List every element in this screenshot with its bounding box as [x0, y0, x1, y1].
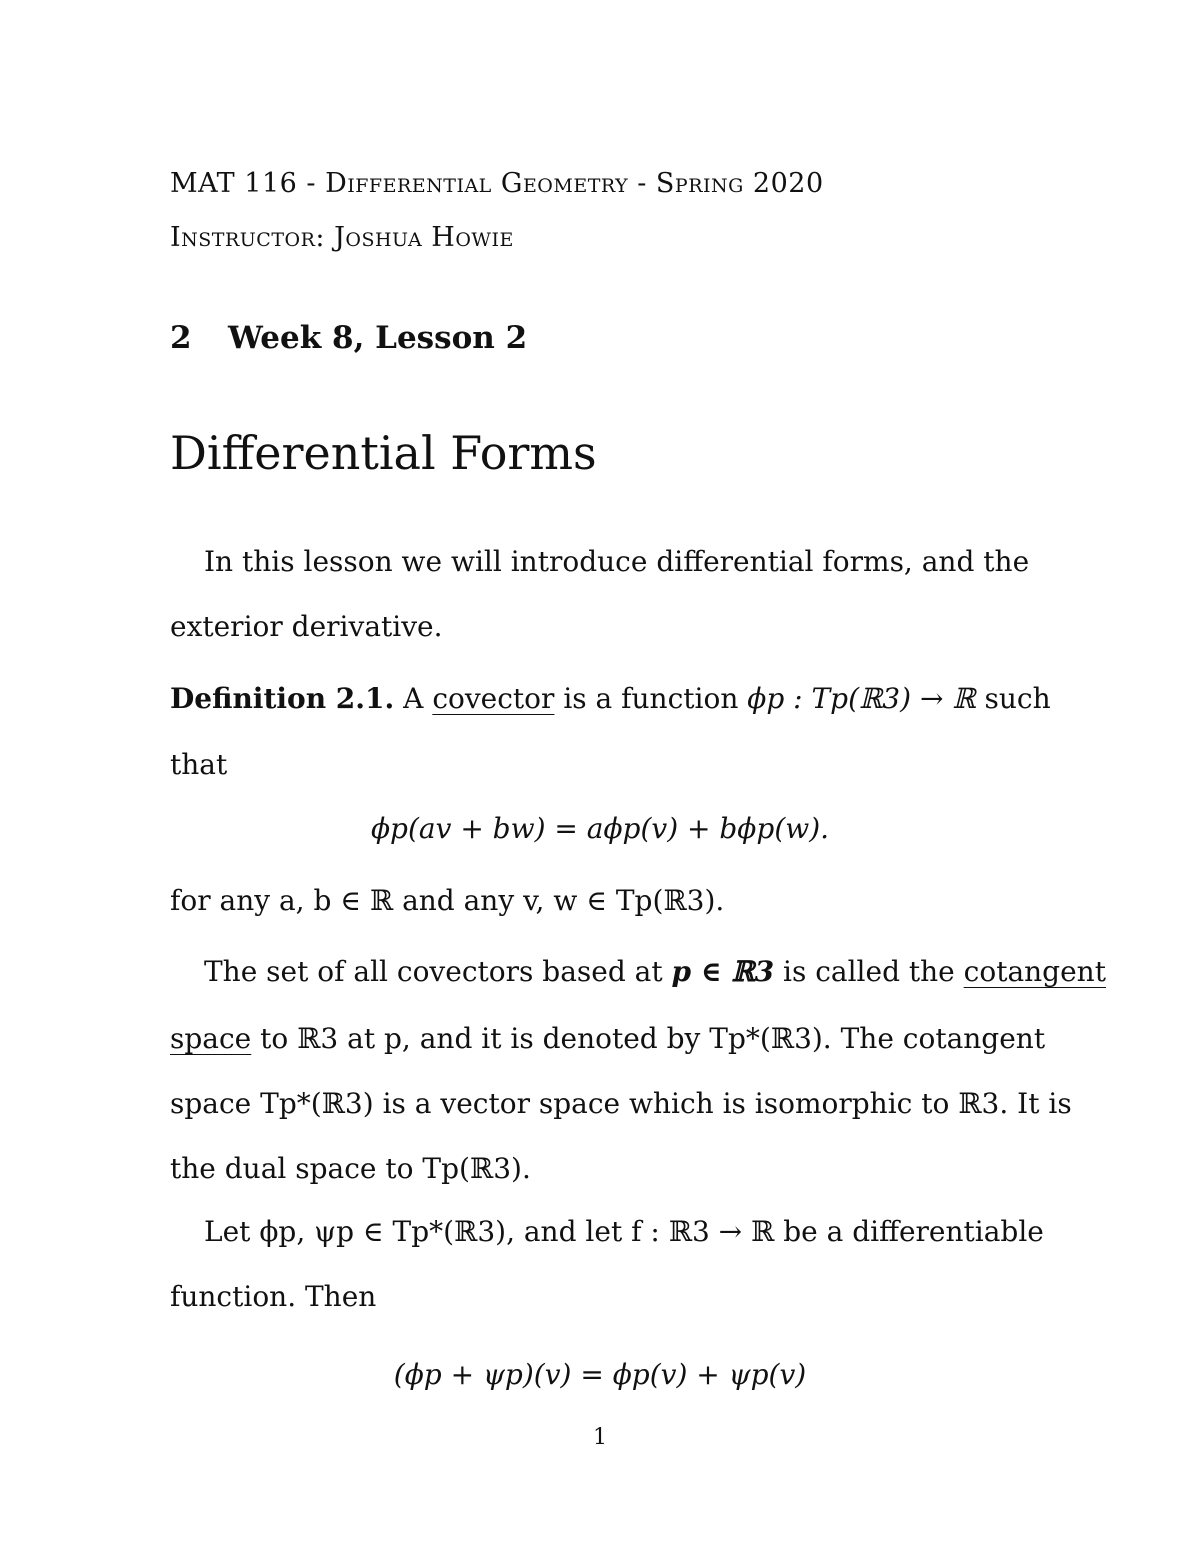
cotangent-line-4: the dual space to Tp(ℝ3).: [170, 1152, 531, 1185]
cotangent-term-1: cotangent: [963, 955, 1106, 988]
page-number: 1: [593, 1425, 607, 1450]
definition-text-a: A: [403, 682, 424, 715]
definition-term-covector: covector: [432, 682, 555, 715]
cotangent-term-2: space: [170, 1022, 252, 1055]
definition-line-1: [170, 682, 1051, 715]
definition-text-c: such: [984, 682, 1051, 715]
definition-map: ϕp : Tp(ℝ3) → ℝ: [747, 682, 976, 715]
intro-line-2: exterior derivative.: [170, 610, 443, 643]
sum-equation: [0, 1358, 1200, 1391]
cotangent-line-1: [204, 955, 1106, 988]
instructor-header: Instructor: Joshua Howie: [170, 222, 514, 253]
cotangent-line-2: [170, 1022, 1045, 1055]
cotangent-line-3: space Tp*(ℝ3) is a vector space which is isomorphic to ℝ3. It is: [170, 1087, 1072, 1120]
cotangent-line-2-a: to ℝ3 at p, and it is denoted by Tp*(ℝ3). The cotangent: [260, 1022, 1046, 1055]
sum-equation-text: (ϕp + ψp)(v) = ϕp(v) + ψp(v): [393, 1358, 807, 1391]
cotangent-line-1-a: The set of all covectors based at: [204, 955, 663, 988]
linearity-equation-text: ϕp(av + bw) = aϕp(v) + bϕp(w).: [370, 812, 830, 845]
course-header: MAT 116 - Differential Geometry - Spring 2020: [170, 168, 824, 199]
definition-line-2: that: [170, 748, 228, 781]
section-number: 2: [170, 320, 192, 356]
definition-text-b: is a function: [563, 682, 739, 715]
cotangent-point: p ∈ ℝ3: [671, 955, 775, 988]
intro-line-1: In this lesson we will introduce differential forms, and the: [204, 545, 1030, 578]
cotangent-line-1-c: is called the: [782, 955, 955, 988]
let-line-2: function. Then: [170, 1280, 377, 1313]
section-heading: [170, 320, 527, 356]
let-line-1: Let ϕp, ψp ∈ Tp*(ℝ3), and let f : ℝ3 → ℝ be a differentiable: [204, 1215, 1044, 1248]
document-title: Differential Forms: [170, 426, 597, 480]
section-title: Week 8, Lesson 2: [228, 320, 528, 356]
linearity-equation: [0, 812, 1200, 845]
definition-label: Definition 2.1.: [170, 682, 395, 715]
definition-quantifier: for any a, b ∈ ℝ and any v, w ∈ Tp(ℝ3).: [170, 884, 725, 917]
